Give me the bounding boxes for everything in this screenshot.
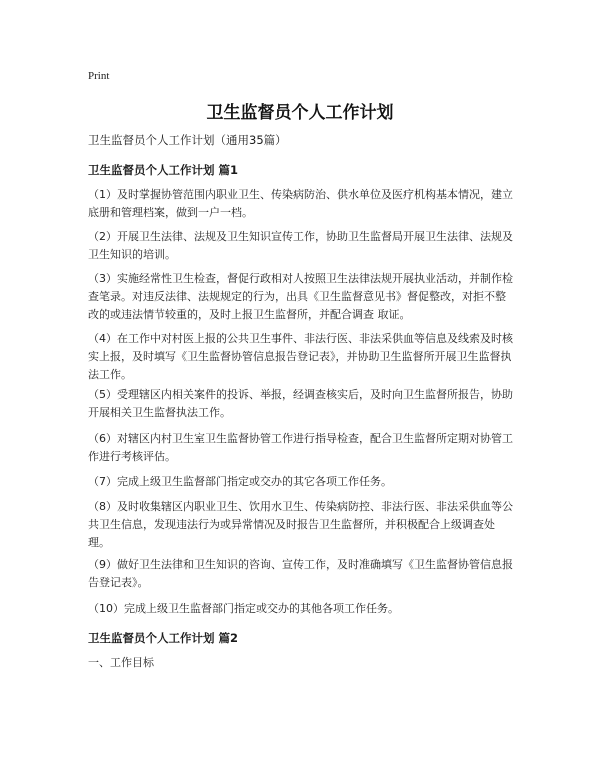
document-subtitle: 卫生监督员个人工作计划（通用35篇） — [88, 133, 287, 147]
section-2-first-line: 一、工作目标 — [88, 656, 154, 669]
print-label: Print — [88, 70, 110, 82]
paragraph-9: （9）做好卫生法律和卫生知识的咨询、宣传工作，及时准确填写《卫生监督协管信息报告登记表》。 — [88, 558, 513, 589]
paragraph-6: （6）对辖区内村卫生室卫生监督协管工作进行指导检查，配合卫生监督所定期对协管工作进行考核评估。 — [88, 432, 513, 463]
paragraph-2: （2）开展卫生法律、法规及卫生知识宣传工作，协助卫生监督局开展卫生法律、法规及卫生知识的培训。 — [88, 230, 513, 261]
section-heading-1: 卫生监督员个人工作计划 篇1 — [88, 163, 239, 177]
paragraph-3: （3）实施经常性卫生检查，督促行政相对人按照卫生法律法规开展执业活动，并制作检查笔录。对违反法律、法规规定的行为，出具《卫生监督意见书》督促整改，对拒不整改的或违法情节较重的，及时上报卫生监督所，并配合调查 取证。 — [88, 272, 513, 321]
paragraph-4: （4）在工作中对村医上报的公共卫生事件、非法行医、非法采供血等信息及线索及时核实上报，及时填写《卫生监督协管信息报告登记表》，并协助卫生监督所开展卫生监督执法工作。 — [88, 332, 513, 381]
paragraph-8: （8）及时收集辖区内职业卫生、饮用水卫生、传染病防控、非法行医、非法采供血等公共卫生信息，发现违法行为或异常情况及时报告卫生监督所，并积极配合上级调查处理。 — [88, 500, 513, 549]
paragraph-5: （5）受理辖区内相关案件的投诉、举报，经调查核实后，及时向卫生监督所报告，协助开展相关卫生监督执法工作。 — [88, 388, 513, 419]
page-title: 卫生监督员个人工作计划 — [206, 103, 394, 123]
paragraph-10: （10）完成上级卫生监督部门指定或交办的其他各项工作任务。 — [88, 602, 399, 615]
paragraph-7: （7）完成上级卫生监督部门指定或交办的其它各项工作任务。 — [88, 475, 392, 488]
paragraph-1: （1）及时掌握协管范围内职业卫生、传染病防治、供水单位及医疗机构基本情况，建立底册和管理档案，做到一户一档。 — [88, 188, 513, 219]
section-heading-2: 卫生监督员个人工作计划 篇2 — [88, 631, 239, 645]
